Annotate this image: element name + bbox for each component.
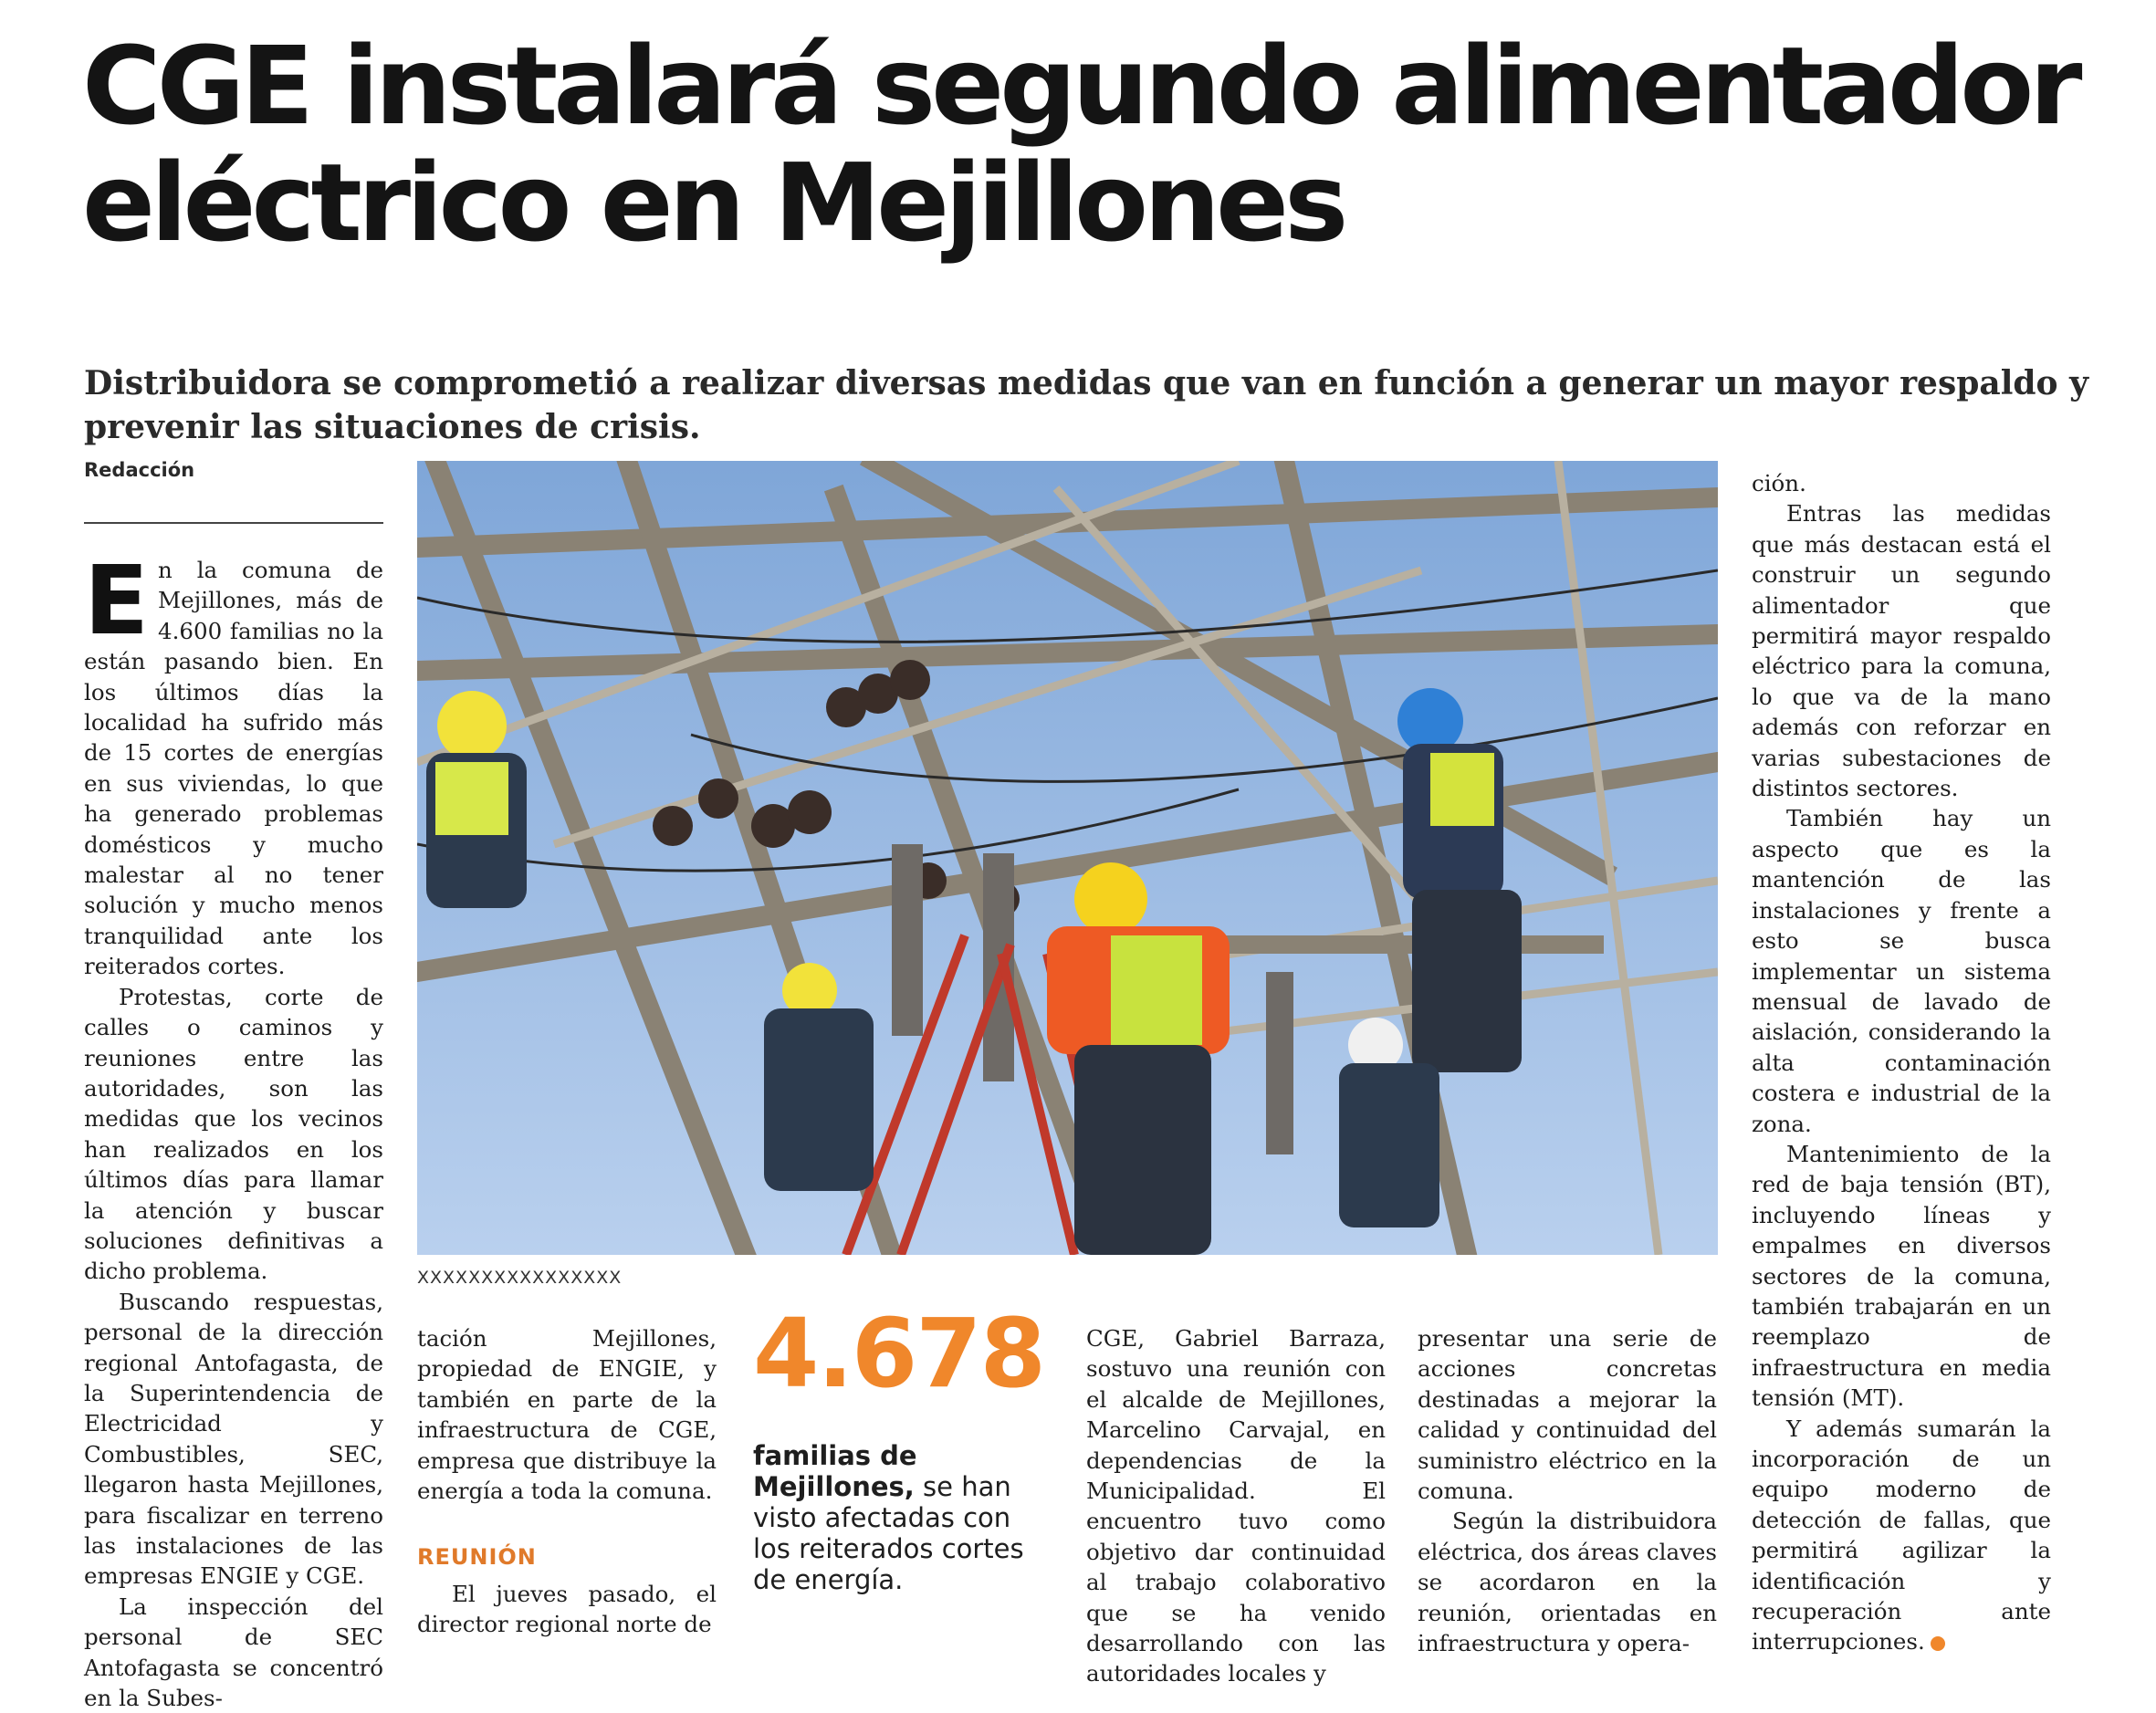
end-mark-icon (1931, 1636, 1945, 1651)
paragraph-5: tación Mejillones, propiedad de ENGIE, y también en parte de la infraestructura de CGE, empresa que distribuye la energía a toda la comuna. (417, 1325, 717, 1505)
headline (82, 23, 2145, 266)
stat-number: 4.678 (753, 1298, 1044, 1409)
article-photo (417, 461, 1718, 1255)
column-5 (1752, 468, 2051, 1657)
stat-description (753, 1440, 1054, 1595)
paragraph-13: Mantenimiento de la red de baja tensión (BT), incluyendo líneas y empalmes en diversos sectores de la comuna, también trabajarán en un reemplazo de infraestructura en media tensión (MT). (1752, 1140, 2051, 1412)
byline-divider (84, 522, 383, 524)
paragraph-11: Entras las medidas que más destacan está el construir un segundo alimentador que permitirá mayor respaldo eléctrico para la comuna, lo que va de la mano además con reforzar en varias subestaciones de distintos sectores. (1752, 500, 2051, 802)
stat-text: se han visto afectadas con los reiterados cortes de energía. (753, 1471, 1024, 1595)
paragraph-3: Buscando respuestas, personal de la dirección regional Antofagasta, de la Superintendencia de Electricidad y Combustibles, SEC, llegaron hasta Mejillones, para fiscalizar en terreno las instalaciones de las empresas ENGIE y CGE. (84, 1288, 383, 1590)
paragraph-12: También hay un aspecto que es la mantención de las instalaciones y frente a esto se busca implementar un sistema mensual de lavado de aislación, considerando la alta contaminación costera e industrial de la zona. (1752, 805, 2051, 1137)
photo-caption: XXXXXXXXXXXXXXXX (417, 1268, 623, 1288)
headline-line-2: eléctrico en Mejillones (82, 140, 1345, 266)
headline-line-1: CGE instalará segundo alimentador (82, 23, 2078, 149)
paragraph-8: presentar una serie de acciones concretas destinadas a mejorar la calidad y continuidad del suministro eléctrico en la comuna. (1418, 1325, 1717, 1505)
byline: Redacción (84, 459, 195, 481)
stat-label: familias de Mejillones, (753, 1440, 917, 1502)
section-label: REUNIÓN (417, 1544, 537, 1571)
paragraph-4: La inspección del personal de SEC Antofagasta se concentró en la Subes- (84, 1593, 383, 1712)
column-4 (1418, 1323, 1717, 1658)
paragraph-7: CGE, Gabriel Barraza, sostuvo una reunión con el alcalde de Mejillones, Marcelino Carvajal, en dependencias de la Municipalidad. El encuentro tuvo como objetivo dar continuidad al trabajo colaborativo que se ha venido desarrollando con las autoridades locales y (1086, 1325, 1386, 1687)
paragraph-1: En la comuna de Mejillones, más de 4.600 familias no la están pasando bien. En los últimos días la localidad ha sufrido más de 15 cortes de energías en sus viviendas, lo que ha generado problemas domésticos y mucho malestar al no tener solución y mucho menos tranquilidad ante los reiterados cortes. (84, 545, 383, 980)
paragraph-10: ción. (1752, 470, 1806, 496)
paragraph-6: El jueves pasado, el director regional norte de (417, 1580, 717, 1638)
column-2 (417, 1323, 717, 1640)
paragraph-9: Según la distribuidora eléctrica, dos áreas claves se acordaron en la reunión, orientadas en infraestructura y opera- (1418, 1508, 1717, 1657)
paragraph-2: Protestas, corte de calles o caminos y reuniones entre las autoridades, son las medidas que los vecinos han realizados en los últimos días para llamar la atención y buscar soluciones definitivas a dicho problema. (84, 983, 383, 1285)
paragraph-14: Y además sumarán la incorporación de un equipo moderno de detección de fallas, que permitirá agilizar la identificación y recuperación ante interrupciones. (1752, 1415, 2051, 1656)
column-3 (1086, 1323, 1386, 1689)
electric-substation-workers-illustration (417, 461, 1718, 1255)
column-1 (84, 545, 383, 1713)
drop-cap: E (84, 545, 150, 656)
subtitle: Distribuidora se comprometió a realizar diversas medidas que van en función a generar un mayor respaldo y prevenir las situaciones de crisis. (84, 364, 2089, 446)
